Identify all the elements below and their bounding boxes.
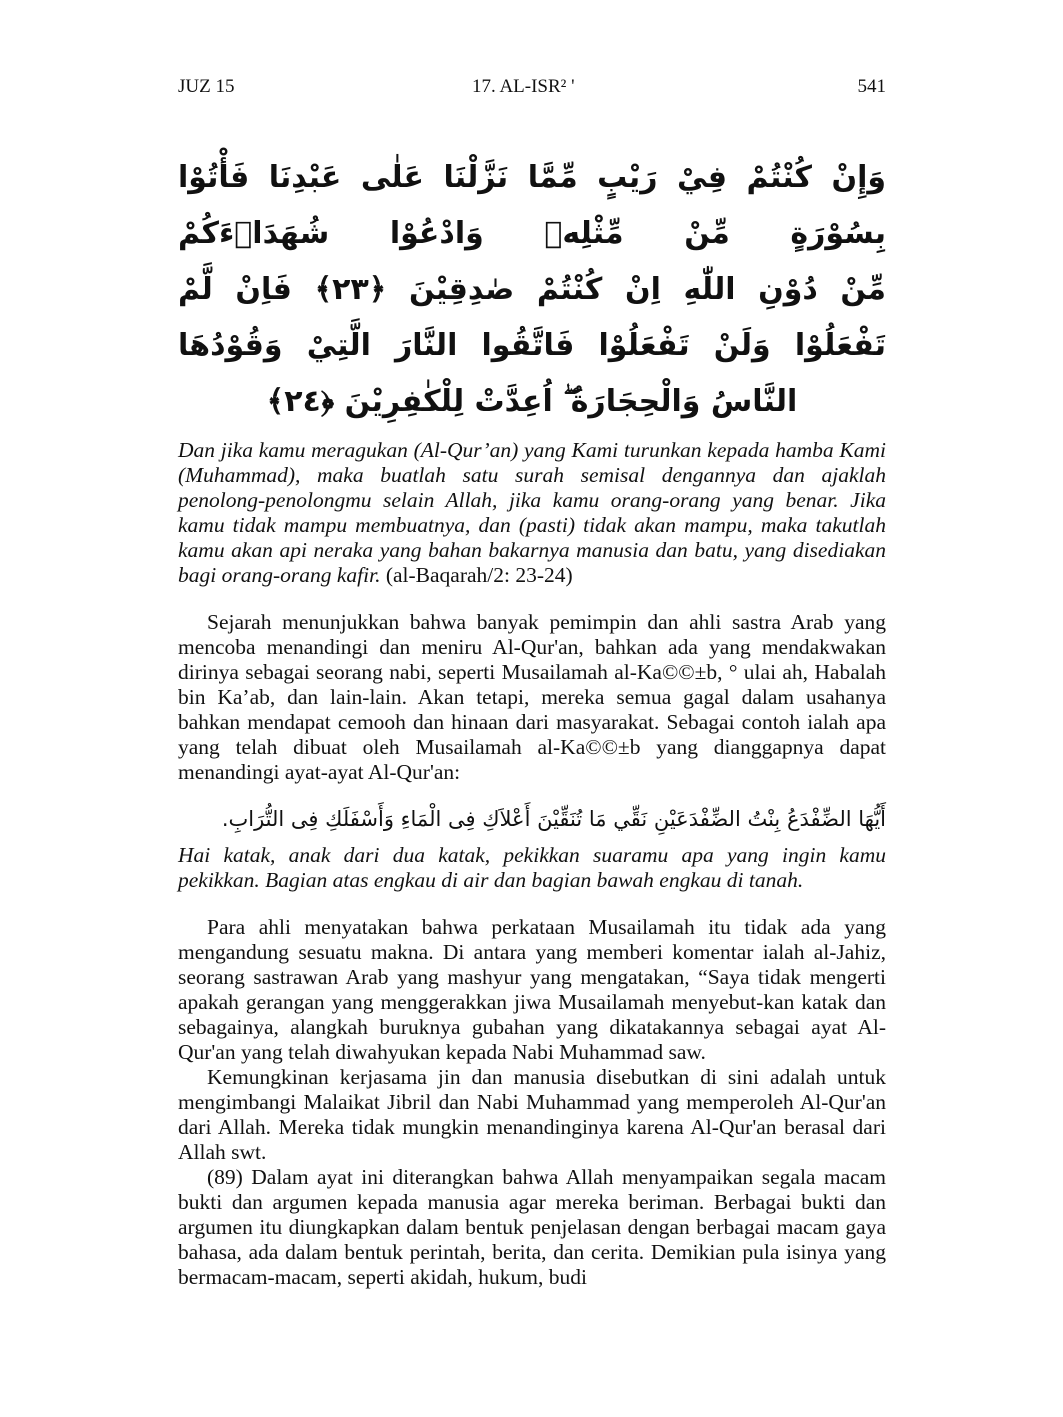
surah-title: 17. AL-ISR² '	[472, 76, 575, 97]
paragraph: Sejarah menunjukkan bahwa banyak pemimpin dan ahli sastra Arab yang mencoba menandingi dan meniru Al-Qur'an, bahkan ada yang mendakwakan dirinya sebagai seorang nabi, seperti Musailamah al-Ka©©±b, ° ulai ah, Habalah bin Ka’ab, dan lain-lain. Akan tetapi, mereka semua gagal dalam usahanya bahkan mendapat cemooh dan hinaan dari masyarakat. Sebagai contoh ialah apa yang telah dibuat oleh Musailamah al-Ka©©±b yang dianggapnya dapat menandingi ayat-ayat Al-Qur'an:	[178, 610, 886, 784]
paragraph: Para ahli menyatakan bahwa perkataan Musailamah itu tidak ada yang mengandung sesuatu makna. Di antara yang memberi komentar ialah al-Jahiz, seorang sastrawan Arab yang mashyur yang mengatakan, “Saya tidak mengerti apakah gerangan yang menggerakkan jiwa Musailamah menyebut-kan katak dan sebagainya, alangkah buruknya gubahan yang dikatakannya sebagai ayat Al-Qur'an yang telah diwahyukan kepada Nabi Muhammad saw.	[178, 915, 886, 1064]
paragraph: (89) Dalam ayat ini diterangkan bahwa Allah menyampaikan segala macam bukti dan argumen kepada manusia agar mereka beriman. Berbagai bukti dan argumen itu diungkapkan dalam bentuk penjelasan dengan berbagai macam gaya bahasa, ada dalam bentuk perintah, berita, dan cerita. Demikian pula isinya yang bermacam-macam, seperti akidah, hukum, budi	[178, 1165, 886, 1289]
translation-reference: (al-Baqarah/2: 23-24)	[380, 563, 573, 587]
quran-verse-block	[178, 150, 886, 430]
quran-line: وَإِنْ كُنْتُمْ فِيْ رَيْبٍ مِّمَّا نَزَّلْنَا عَلٰى عَبْدِنَا فَأْتُوْا بِسُوْرَةٍ مِّنْ مِّثْلِهٖ وَادْعُوْا شُهَدَاۤءَكُمْ	[178, 160, 886, 251]
page-body	[178, 150, 886, 1290]
verse-translation	[178, 438, 886, 588]
musailamah-arabic: أَيُّهَا الضِّفْدَعُ بِنْتُ الضِّفْدَعَيْنِ نَقِّي مَا تُنَقِّيْنَ أَعْلاَكِ فِى الْمَاءِ وَأَسْفَلَكِ فِى التُّرَابِ.	[221, 807, 886, 831]
juz-label: JUZ 15	[178, 76, 235, 97]
page-number: 541	[857, 76, 886, 97]
paragraph: Kemungkinan kerjasama jin dan manusia disebutkan di sini adalah untuk mengimbangi Malaikat Jibril dan Nabi Muhammad yang memperoleh Al-Qur'an dari Allah. Mereka tidak mungkin menandinginya karena Al-Qur'an berasal dari Allah swt.	[178, 1065, 886, 1164]
quran-line: مِّنْ دُوْنِ اللّٰهِ اِنْ كُنْتُمْ صٰدِقِيْنَ ﴿٢٣﴾ فَاِنْ لَّمْ تَفْعَلُوْا وَلَنْ تَفْعَلُوْا فَاتَّقُوا النَّارَ الَّتِيْ وَقُوْدُهَا	[178, 272, 886, 363]
translation-text: Dan jika kamu meragukan (Al-Qur’an) yang Kami turunkan kepada hamba Kami (Muhammad), maka buatlah satu surah semisal dengannya dan ajaklah penolong-penolongmu selain Allah, jika kamu orang-orang yang benar. Jika kamu tidak mampu membuatnya, dan (pasti) tidak akan mampu, maka takutlah kamu akan api neraka yang bahan bakarnya manusia dan batu, yang disediakan bagi orang-orang kafir.	[178, 438, 886, 587]
quran-line: النَّاسُ وَالْحِجَارَةُ ۖ اُعِدَّتْ لِلْكٰفِرِيْنَ ﴿٢٤﴾	[266, 384, 798, 419]
musailamah-translation: Hai katak, anak dari dua katak, pekikkan suaramu apa yang ingin kamu pekikkan. Bagian atas engkau di air dan bagian bawah engkau di tanah.	[178, 843, 886, 892]
